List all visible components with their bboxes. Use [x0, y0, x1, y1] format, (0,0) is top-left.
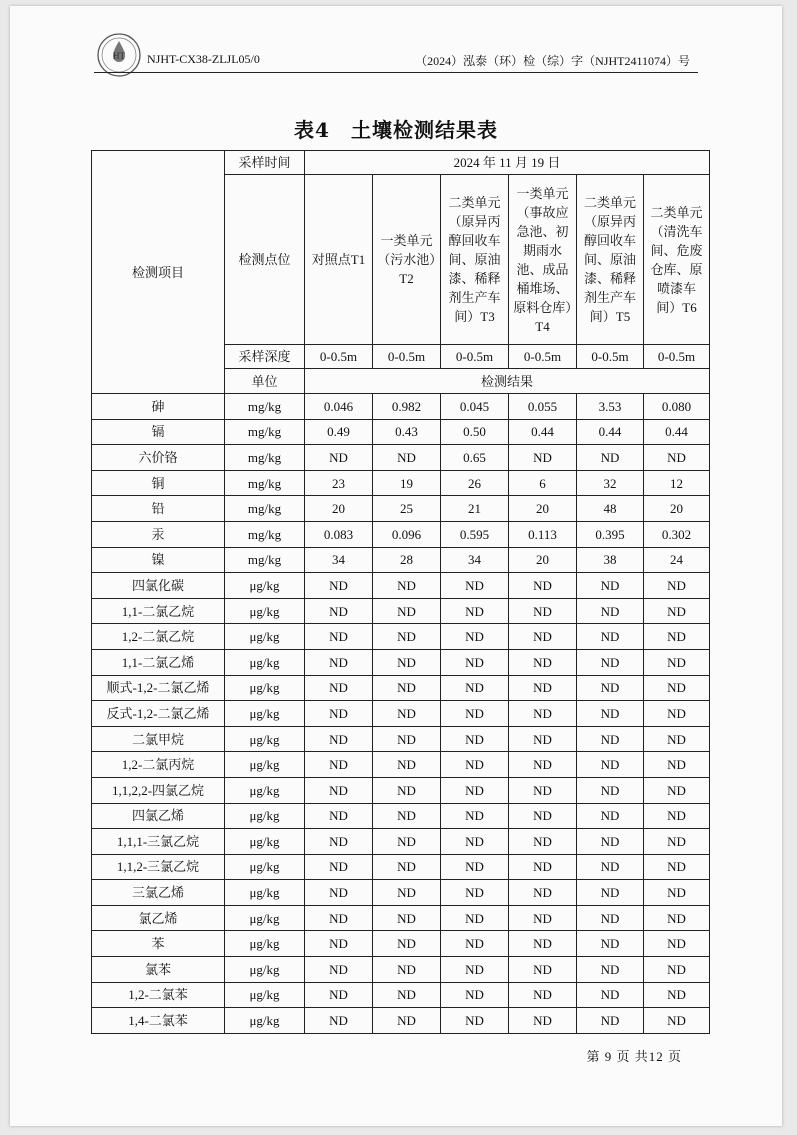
result-value: ND [509, 957, 577, 983]
result-value: ND [577, 726, 644, 752]
document-page [10, 6, 782, 1126]
item-unit: mg/kg [225, 419, 305, 445]
result-value: 48 [577, 496, 644, 522]
depth-cell: 0-0.5m [577, 345, 644, 369]
depth-cell: 0-0.5m [305, 345, 373, 369]
result-value: 0.045 [441, 394, 509, 420]
result-value: ND [509, 675, 577, 701]
logo-lettering: HT [113, 51, 125, 61]
result-value: ND [373, 598, 441, 624]
table-row [92, 496, 710, 522]
table-row [92, 521, 710, 547]
result-value: ND [373, 777, 441, 803]
result-value: ND [644, 982, 710, 1008]
item-name: 1,1,2-三氯乙烷 [92, 854, 225, 880]
result-value: ND [305, 982, 373, 1008]
item-unit: μg/kg [225, 957, 305, 983]
table-row [92, 649, 710, 675]
item-unit: mg/kg [225, 547, 305, 573]
result-value: ND [644, 675, 710, 701]
result-value: 0.395 [577, 521, 644, 547]
result-value: 21 [441, 496, 509, 522]
result-value: ND [509, 573, 577, 599]
result-value: ND [441, 957, 509, 983]
result-value: ND [577, 624, 644, 650]
result-value: ND [305, 777, 373, 803]
result-value: ND [305, 957, 373, 983]
report-number: （2024）泓泰（环）检（综）字（NJHT2411074）号 [415, 54, 690, 68]
item-unit: μg/kg [225, 649, 305, 675]
result-value: ND [373, 445, 441, 471]
result-value: ND [373, 573, 441, 599]
item-name: 三氯乙烯 [92, 880, 225, 906]
result-value: 0.44 [577, 419, 644, 445]
depth-cell: 0-0.5m [644, 345, 710, 369]
point-header-2: 一类单元（污水池）T2 [373, 175, 441, 345]
item-unit: μg/kg [225, 1008, 305, 1034]
result-value: 6 [509, 470, 577, 496]
result-value: ND [441, 880, 509, 906]
table-row [92, 957, 710, 983]
result-value: ND [577, 880, 644, 906]
table-row [92, 701, 710, 727]
result-value: ND [441, 598, 509, 624]
result-value: 0.055 [509, 394, 577, 420]
result-value: 25 [373, 496, 441, 522]
result-value: ND [441, 1008, 509, 1034]
result-value: ND [441, 777, 509, 803]
item-unit: μg/kg [225, 726, 305, 752]
result-value: ND [441, 803, 509, 829]
result-value: 0.080 [644, 394, 710, 420]
result-value: ND [577, 829, 644, 855]
result-value: ND [305, 624, 373, 650]
item-name: 六价铬 [92, 445, 225, 471]
header-item: 检测项目 [92, 151, 225, 394]
result-value: ND [509, 982, 577, 1008]
item-name: 顺式-1,2-二氯乙烯 [92, 675, 225, 701]
result-value: ND [305, 726, 373, 752]
result-value: ND [305, 829, 373, 855]
depth-cell: 0-0.5m [441, 345, 509, 369]
header-point: 检测点位 [225, 175, 305, 345]
header-divider [94, 72, 698, 73]
result-value: 0.982 [373, 394, 441, 420]
result-value: 0.44 [509, 419, 577, 445]
table-row [92, 598, 710, 624]
result-value: ND [644, 1008, 710, 1034]
result-value: ND [305, 880, 373, 906]
result-value: ND [644, 726, 710, 752]
result-value: ND [373, 880, 441, 906]
result-value: ND [509, 598, 577, 624]
result-value: ND [577, 675, 644, 701]
result-value: ND [441, 726, 509, 752]
item-name: 苯 [92, 931, 225, 957]
table-row [92, 419, 710, 445]
header-depth: 采样深度 [225, 345, 305, 369]
item-name: 汞 [92, 521, 225, 547]
result-value: ND [509, 701, 577, 727]
item-unit: μg/kg [225, 777, 305, 803]
item-name: 氯乙烯 [92, 905, 225, 931]
item-unit: μg/kg [225, 752, 305, 778]
result-value: 28 [373, 547, 441, 573]
result-value: 0.50 [441, 419, 509, 445]
item-name: 1,4-二氯苯 [92, 1008, 225, 1034]
result-value: ND [577, 1008, 644, 1034]
item-unit: μg/kg [225, 803, 305, 829]
page-number: 第 9 页 共12 页 [586, 1049, 682, 1064]
result-value: ND [577, 573, 644, 599]
table-row [92, 931, 710, 957]
result-value: ND [305, 803, 373, 829]
item-name: 铜 [92, 470, 225, 496]
result-value: ND [305, 854, 373, 880]
result-value: ND [441, 752, 509, 778]
result-value: ND [644, 880, 710, 906]
result-value: 12 [644, 470, 710, 496]
table-row [92, 777, 710, 803]
item-unit: μg/kg [225, 701, 305, 727]
result-value: 0.65 [441, 445, 509, 471]
table-row [92, 445, 710, 471]
result-value: 20 [509, 496, 577, 522]
table-row [92, 547, 710, 573]
item-unit: μg/kg [225, 598, 305, 624]
result-value: ND [441, 905, 509, 931]
depth-cell: 0-0.5m [373, 345, 441, 369]
result-value: 3.53 [577, 394, 644, 420]
table-row [92, 982, 710, 1008]
result-value: ND [509, 624, 577, 650]
item-name: 四氯乙烯 [92, 803, 225, 829]
table-row [92, 880, 710, 906]
result-value: ND [509, 854, 577, 880]
result-value: ND [577, 777, 644, 803]
result-value: ND [441, 829, 509, 855]
result-value: 26 [441, 470, 509, 496]
result-value: 20 [644, 496, 710, 522]
result-value: ND [509, 752, 577, 778]
result-value: ND [305, 675, 373, 701]
result-value: ND [509, 931, 577, 957]
header-sampling-time: 采样时间 [225, 151, 305, 175]
result-value: 19 [373, 470, 441, 496]
result-value: ND [441, 982, 509, 1008]
result-value: ND [644, 777, 710, 803]
item-unit: μg/kg [225, 573, 305, 599]
result-value: ND [577, 931, 644, 957]
result-value: 0.083 [305, 521, 373, 547]
result-value: ND [441, 573, 509, 599]
result-value: ND [644, 598, 710, 624]
table-row [92, 752, 710, 778]
result-value: ND [577, 649, 644, 675]
result-value: ND [441, 624, 509, 650]
item-name: 1,1-二氯乙烷 [92, 598, 225, 624]
result-value: ND [441, 701, 509, 727]
item-name: 1,2-二氯乙烷 [92, 624, 225, 650]
item-unit: μg/kg [225, 982, 305, 1008]
point-header-3: 二类单元（原异丙醇回收车间、原油漆、稀释剂生产车间）T3 [441, 175, 509, 345]
result-value: ND [305, 701, 373, 727]
table-row [92, 854, 710, 880]
result-value: ND [373, 624, 441, 650]
result-value: ND [509, 777, 577, 803]
result-value: ND [509, 829, 577, 855]
item-name: 铅 [92, 496, 225, 522]
result-value: ND [644, 957, 710, 983]
result-value: 0.302 [644, 521, 710, 547]
result-value: ND [373, 649, 441, 675]
result-value: ND [644, 445, 710, 471]
result-value: 32 [577, 470, 644, 496]
page-header [10, 6, 782, 86]
result-value: 34 [305, 547, 373, 573]
item-name: 镍 [92, 547, 225, 573]
table-row [92, 573, 710, 599]
result-value: ND [509, 649, 577, 675]
result-value: ND [373, 905, 441, 931]
table-row [92, 829, 710, 855]
result-value: 0.113 [509, 521, 577, 547]
result-value: ND [509, 445, 577, 471]
item-name: 1,1,1-三氯乙烷 [92, 829, 225, 855]
item-unit: mg/kg [225, 394, 305, 420]
result-value: ND [644, 701, 710, 727]
result-value: ND [577, 445, 644, 471]
table-title: 表4 土壤检测结果表 [294, 118, 498, 142]
result-value: ND [577, 598, 644, 624]
result-value: ND [441, 931, 509, 957]
table-row [92, 624, 710, 650]
result-value: ND [373, 726, 441, 752]
result-value: ND [373, 982, 441, 1008]
item-name: 镉 [92, 419, 225, 445]
item-unit: μg/kg [225, 880, 305, 906]
result-value: ND [577, 803, 644, 829]
item-name: 1,2-二氯苯 [92, 982, 225, 1008]
result-value: 34 [441, 547, 509, 573]
result-value: ND [305, 1008, 373, 1034]
result-value: 0.44 [644, 419, 710, 445]
result-value: 20 [509, 547, 577, 573]
item-unit: μg/kg [225, 905, 305, 931]
result-value: ND [509, 880, 577, 906]
header-unit: 单位 [225, 369, 305, 394]
result-value: ND [644, 931, 710, 957]
result-value: ND [373, 701, 441, 727]
table-row [92, 803, 710, 829]
result-value: 0.49 [305, 419, 373, 445]
result-value: 23 [305, 470, 373, 496]
result-value: ND [373, 854, 441, 880]
table-row [92, 470, 710, 496]
result-value: ND [305, 445, 373, 471]
result-value: ND [577, 905, 644, 931]
result-value: ND [373, 957, 441, 983]
result-value: ND [509, 726, 577, 752]
item-name: 1,1,2,2-四氯乙烷 [92, 777, 225, 803]
item-name: 反式-1,2-二氯乙烯 [92, 701, 225, 727]
point-header-1: 对照点T1 [305, 175, 373, 345]
item-unit: μg/kg [225, 624, 305, 650]
result-value: ND [305, 598, 373, 624]
result-value: ND [509, 905, 577, 931]
result-value: ND [373, 675, 441, 701]
item-unit: mg/kg [225, 445, 305, 471]
result-value: ND [644, 573, 710, 599]
result-value: ND [305, 573, 373, 599]
result-value: ND [441, 649, 509, 675]
result-value: ND [373, 1008, 441, 1034]
table-row [92, 905, 710, 931]
result-value: ND [577, 957, 644, 983]
table-row [92, 1008, 710, 1034]
result-value: 38 [577, 547, 644, 573]
result-value: ND [441, 854, 509, 880]
result-value: ND [577, 752, 644, 778]
item-name: 1,1-二氯乙烯 [92, 649, 225, 675]
item-unit: mg/kg [225, 470, 305, 496]
point-header-4: 一类单元（事故应急池、初期雨水池、成品桶堆场、原料仓库）T4 [509, 175, 577, 345]
item-name: 1,2-二氯丙烷 [92, 752, 225, 778]
result-value: ND [644, 854, 710, 880]
result-value: 0.595 [441, 521, 509, 547]
item-name: 砷 [92, 394, 225, 420]
depth-cell: 0-0.5m [509, 345, 577, 369]
result-value: 20 [305, 496, 373, 522]
table-row [92, 394, 710, 420]
result-value: ND [373, 803, 441, 829]
result-value: ND [644, 803, 710, 829]
document-code: NJHT-CX38-ZLJL05/0 [147, 52, 260, 66]
soil-results-table [91, 150, 710, 1034]
item-unit: μg/kg [225, 931, 305, 957]
result-value: ND [305, 905, 373, 931]
header-results: 检测结果 [305, 369, 710, 394]
result-value: ND [305, 649, 373, 675]
result-value: ND [644, 752, 710, 778]
point-header-5: 二类单元（原异丙醇回收车间、原油漆、稀释剂生产车间）T5 [577, 175, 644, 345]
result-value: ND [509, 1008, 577, 1034]
result-value: ND [577, 854, 644, 880]
item-unit: mg/kg [225, 521, 305, 547]
item-name: 四氯化碳 [92, 573, 225, 599]
sampling-date: 2024 年 11 月 19 日 [305, 151, 710, 175]
result-value: ND [305, 931, 373, 957]
result-value: ND [441, 675, 509, 701]
item-name: 氯苯 [92, 957, 225, 983]
table-row [92, 675, 710, 701]
result-value: ND [644, 649, 710, 675]
item-unit: μg/kg [225, 854, 305, 880]
result-value: ND [373, 752, 441, 778]
result-value: 24 [644, 547, 710, 573]
result-value: 0.096 [373, 521, 441, 547]
item-unit: mg/kg [225, 496, 305, 522]
result-value: ND [373, 931, 441, 957]
result-value: ND [509, 803, 577, 829]
result-value: ND [577, 982, 644, 1008]
result-value: ND [305, 752, 373, 778]
item-unit: μg/kg [225, 675, 305, 701]
point-header-6: 二类单元（清洗车间、危废仓库、原喷漆车间）T6 [644, 175, 710, 345]
table-row [92, 726, 710, 752]
result-value: ND [577, 701, 644, 727]
result-value: 0.046 [305, 394, 373, 420]
result-value: 0.43 [373, 419, 441, 445]
result-value: ND [644, 624, 710, 650]
result-value: ND [644, 829, 710, 855]
item-unit: μg/kg [225, 829, 305, 855]
result-value: ND [373, 829, 441, 855]
item-name: 二氯甲烷 [92, 726, 225, 752]
result-value: ND [644, 905, 710, 931]
